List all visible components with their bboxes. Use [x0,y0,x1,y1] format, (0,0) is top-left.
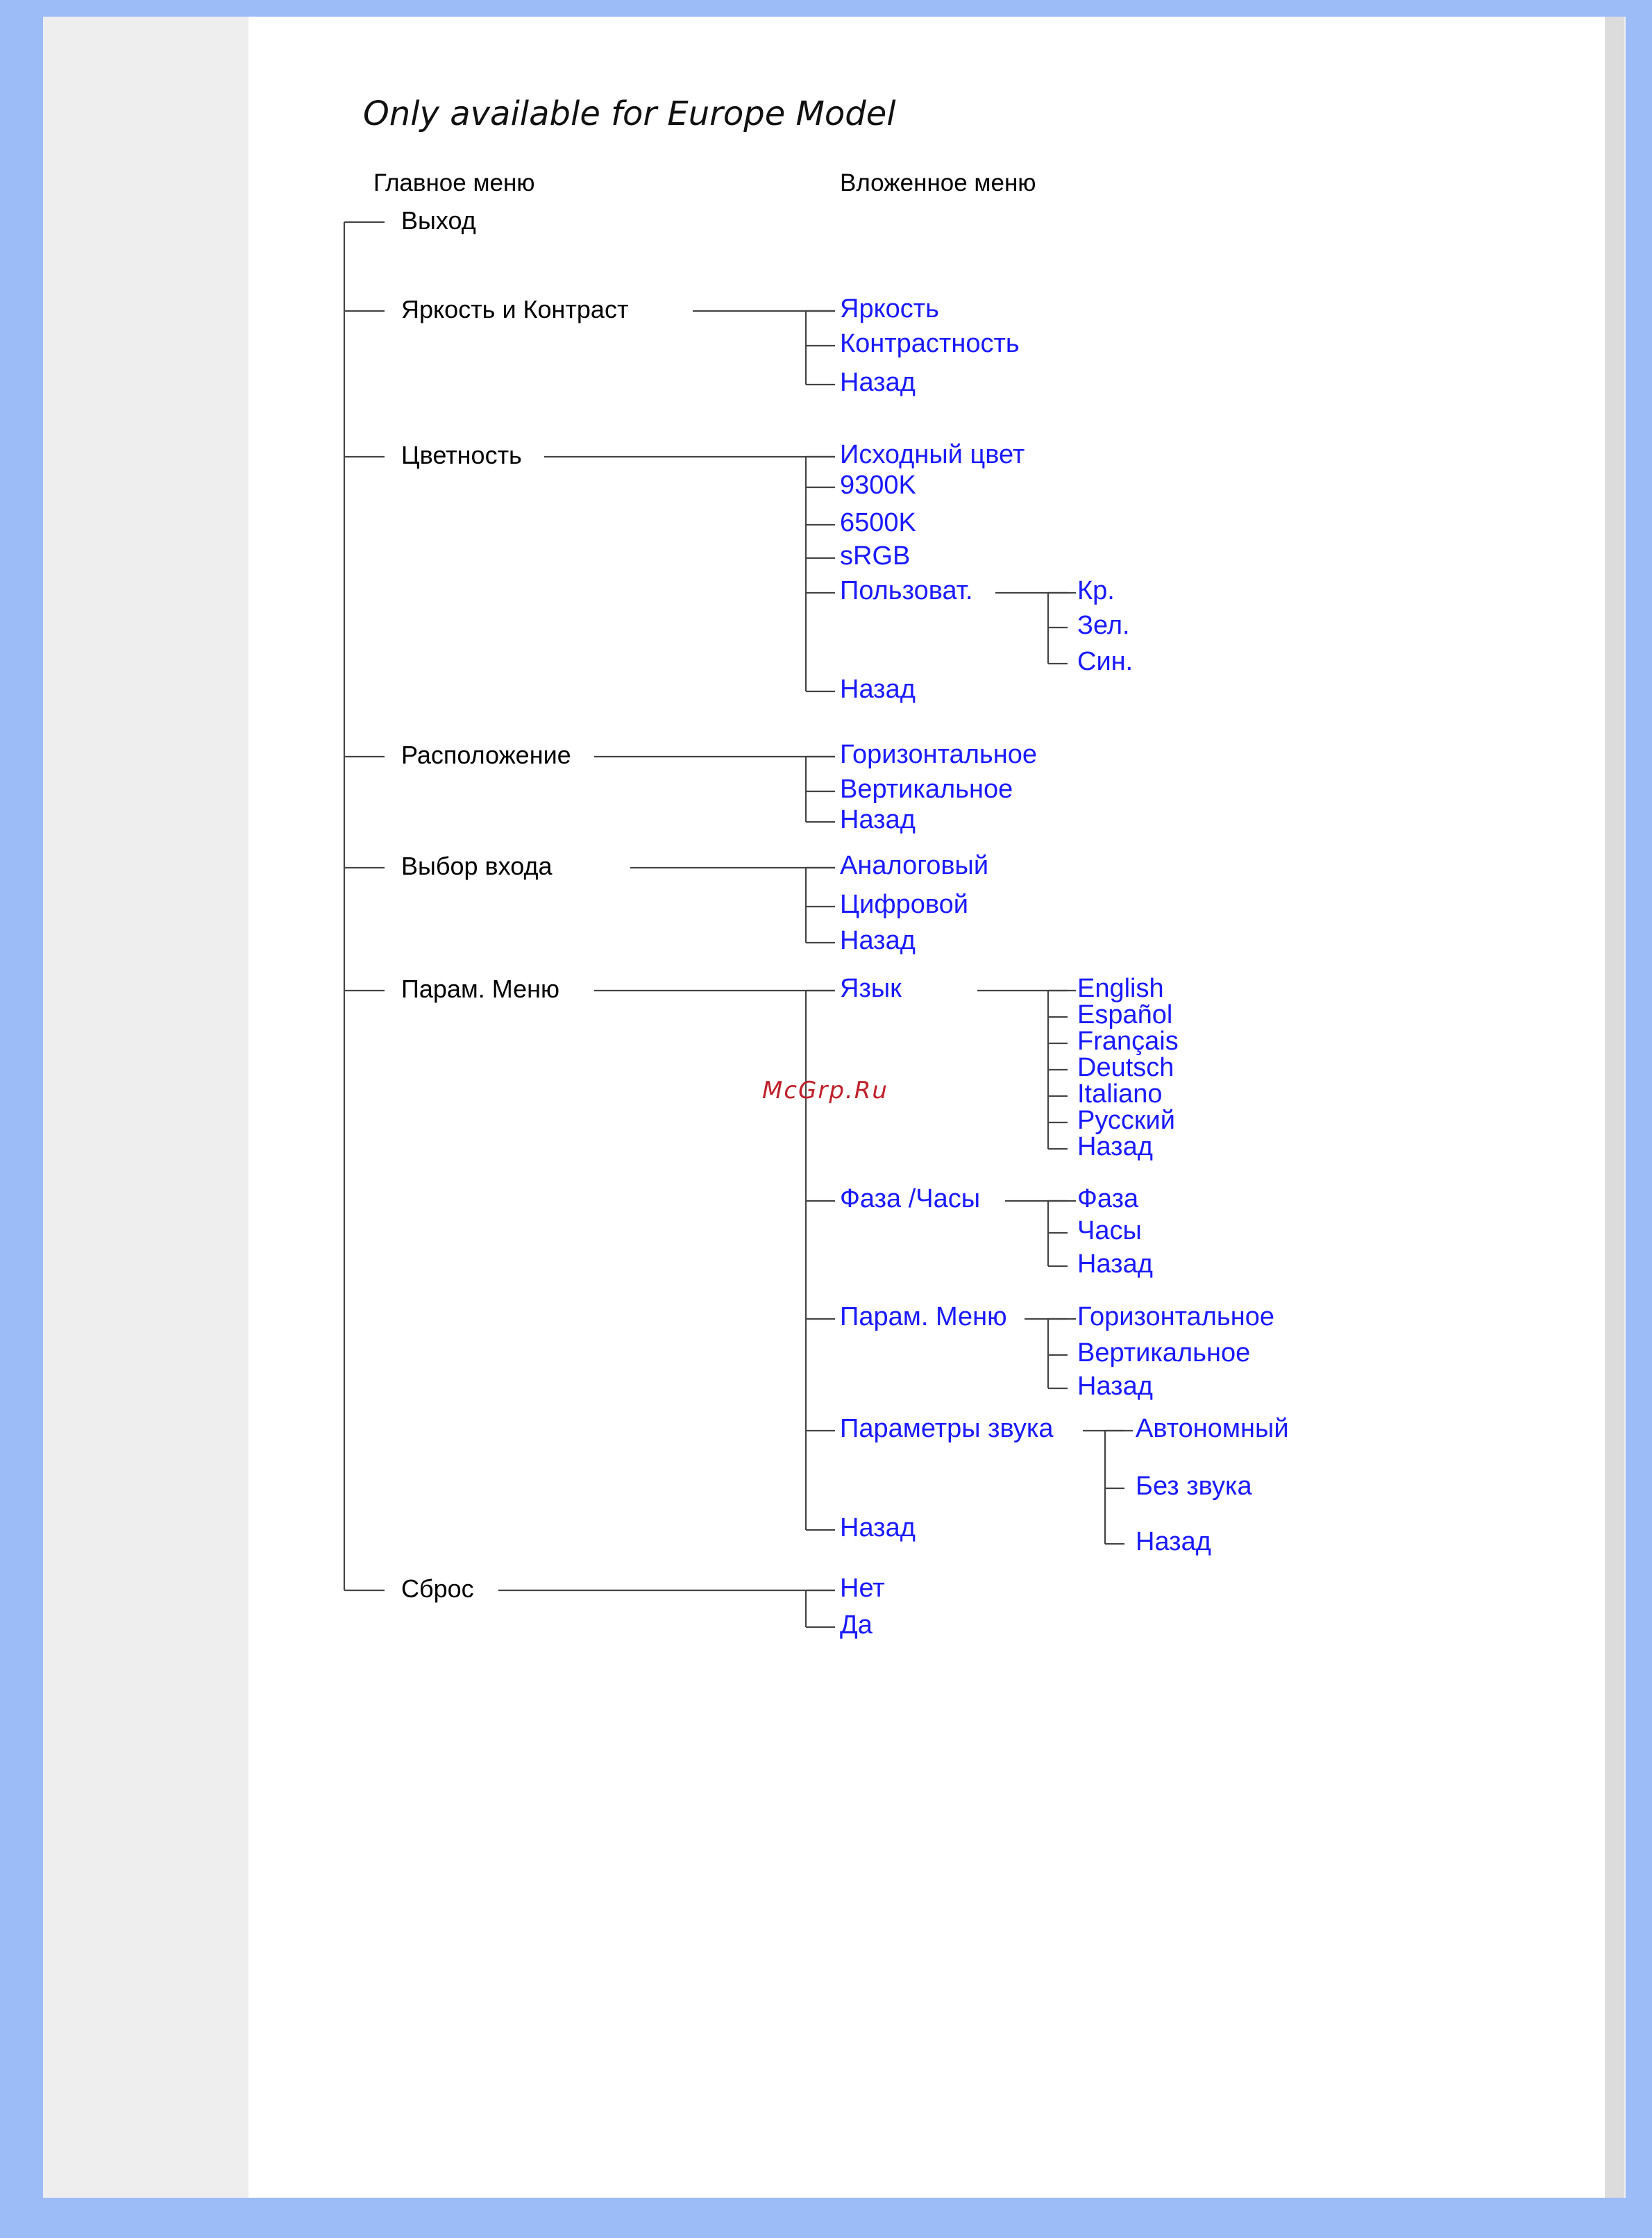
main-menu-item: Яркость и Контраст [401,295,629,323]
third-level-item: Зел. [1077,611,1130,640]
submenu-item: Фаза /Часы [840,1184,981,1213]
main-menu-item: Выбор входа [401,852,553,880]
submenu-header: Вложенное меню [840,169,1036,196]
submenu-item: Вертикальное [840,775,1013,804]
third-level-item: Син. [1077,647,1133,676]
watermark: McGrp.Ru [762,1077,888,1104]
third-level-item: Назад [1136,1527,1211,1556]
main-menu-header: Главное меню [373,169,535,196]
submenu-item: Горизонтальное [840,740,1037,769]
submenu-item: Нет [840,1574,885,1603]
document-page [248,17,1605,2198]
main-menu-item: Выход [401,206,476,235]
submenu-item: Назад [840,368,916,397]
submenu-item: Назад [840,1513,916,1542]
third-level-item: Español [1077,1000,1173,1029]
third-level-item: Автономный [1136,1414,1289,1443]
submenu-item: Назад [840,675,916,704]
main-menu-item: Сброс [401,1574,474,1603]
third-level-item: Italiano [1077,1079,1163,1109]
scrollbar-track[interactable] [1603,17,1624,2198]
submenu-item: Пользоват. [840,576,973,605]
submenu-item: Парам. Меню [840,1302,1007,1331]
submenu-item: 6500K [840,508,916,537]
submenu-item: Да [840,1610,873,1640]
third-level-item: Назад [1077,1250,1153,1279]
third-level-item: Вертикальное [1077,1338,1251,1368]
third-level-item: Deutsch [1077,1053,1174,1082]
submenu-item: 9300K [840,471,916,500]
third-level-item: Français [1077,1027,1179,1056]
submenu-item: Назад [840,805,916,834]
submenu-item: Параметры звука [840,1414,1054,1443]
main-menu-item: Цветность [401,441,522,469]
third-level-item: Кр. [1077,576,1115,605]
main-menu-item: Парам. Меню [401,975,559,1003]
submenu-item: Исходный цвет [840,440,1025,469]
submenu-item: Язык [840,974,902,1003]
third-level-item: Назад [1077,1132,1153,1161]
submenu-item: Контрастность [840,329,1020,358]
third-level-item: Часы [1077,1216,1142,1245]
third-level-item: Горизонтальное [1077,1302,1274,1331]
third-level-item: Русский [1077,1106,1175,1135]
submenu-item: Аналоговый [840,851,989,880]
diagram-title: Only available for Europe Model [363,94,896,133]
submenu-item: Яркость [840,294,939,323]
third-level-item: Назад [1077,1372,1153,1401]
submenu-item: sRGB [840,541,911,571]
submenu-item: Цифровой [840,890,968,919]
third-level-item: Без звука [1136,1472,1252,1501]
third-level-item: English [1077,974,1164,1003]
main-menu-item: Расположение [401,741,571,769]
third-level-item: Фаза [1077,1184,1139,1213]
submenu-item: Назад [840,926,916,955]
